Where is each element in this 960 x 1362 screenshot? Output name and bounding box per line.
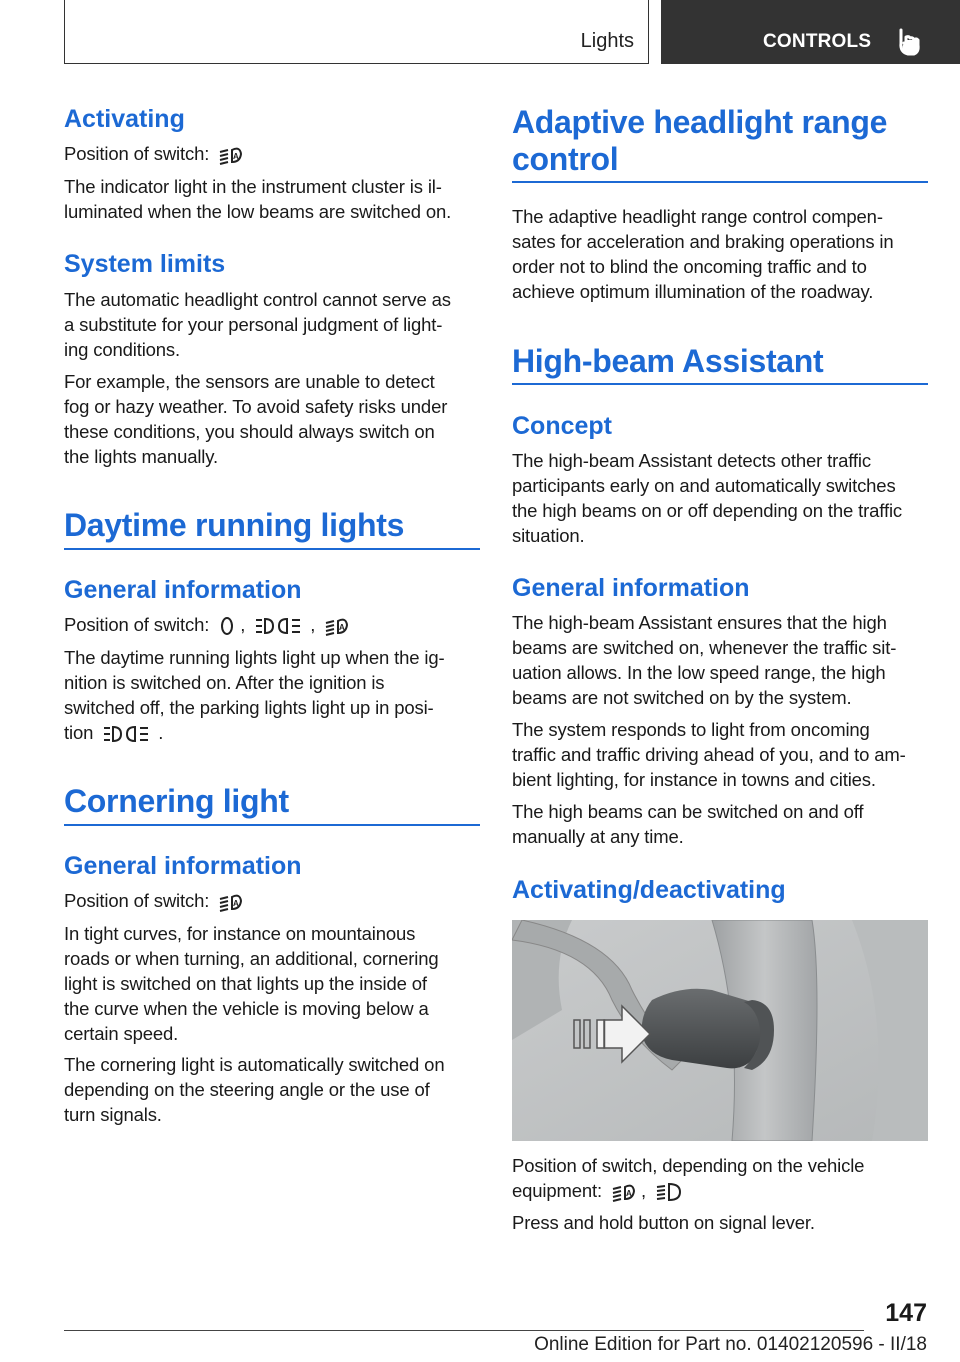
switch-label: Position of switch: [64, 890, 210, 911]
corner-p2-l3: turn signals. [64, 1104, 162, 1125]
cornering-light-heading: Cornering light [64, 783, 289, 819]
header-section-title: Lights [580, 30, 634, 52]
footer-rule [64, 1330, 864, 1331]
parking-lights-icon [254, 615, 306, 637]
corner-p1-l1: In tight curves, for instance on mountainous [64, 923, 416, 944]
ahrc-l1: The adaptive headlight range control compen- [512, 206, 883, 227]
svg-text:A: A [339, 623, 345, 633]
signal-lever-illustration [512, 920, 928, 1141]
concept-l4: situation. [512, 525, 585, 546]
low-beam-icon [655, 1181, 683, 1203]
ahrc-heading-l2: control [512, 141, 619, 177]
concept-heading: Concept [512, 412, 612, 440]
period: . [158, 722, 164, 743]
svg-text:A: A [626, 1189, 632, 1199]
corner-p1-l3: light is switched on that lights up the inside of [64, 973, 427, 994]
hba-general-info-heading: General information [512, 574, 750, 602]
drl-l1: The daytime running lights light up when the ig- [64, 647, 445, 668]
header-chapter-title: CONTROLS [763, 31, 872, 52]
svg-text:A: A [233, 152, 239, 162]
ahrc-l2: sates for acceleration and braking operations in [512, 231, 894, 252]
caption-l2: equipment: [512, 1180, 603, 1201]
header-section-box [64, 0, 649, 64]
drl-switch-line [64, 612, 354, 637]
comma: , [240, 614, 246, 635]
ahrc-l4: achieve optimum illumination of the roadway. [512, 281, 874, 302]
auto-headlight-icon [218, 144, 244, 166]
gi-p1-l1: The high-beam Assistant ensures that the high [512, 612, 887, 633]
footer-edition: Online Edition for Part no. 01402120596 - II/18 [534, 1334, 927, 1355]
gi-p1-l2: beams are switched on, whenever the traffic sit- [512, 637, 897, 658]
limits-p2-l2: fog or hazy weather. To avoid safety risks under [64, 396, 448, 417]
ahrc-heading-l1: Adaptive headlight range [512, 104, 888, 140]
ahrc-heading-rule [512, 181, 928, 183]
press-hold-text: Press and hold button on signal lever. [512, 1212, 815, 1233]
limits-p2-l3: these conditions, you should always switch on [64, 421, 435, 442]
drl-l4: tion [64, 722, 94, 743]
comma: , [310, 614, 316, 635]
activating-heading: Activating [64, 105, 185, 133]
corner-p1-l5: certain speed. [64, 1023, 179, 1044]
drl-l4-line [64, 720, 163, 745]
auto-headlight-icon [611, 1181, 637, 1203]
concept-l2: participants early on and automatically switches [512, 475, 896, 496]
corner-p1-l4: the curve when the vehicle is moving below a [64, 998, 429, 1019]
gi-p1-l3: uation allows. In the low speed range, the high [512, 662, 886, 683]
drl-l3: switched off, the parking lights light up in posi- [64, 697, 434, 718]
concept-l1: The high-beam Assistant detects other traffic [512, 450, 871, 471]
gi-p2-l3: bient lighting, for instance in towns and cities. [512, 769, 876, 790]
gi-p2-l1: The system responds to light from oncoming [512, 719, 870, 740]
parking-lights-icon [102, 723, 154, 745]
off-icon [218, 615, 236, 637]
drl-general-info-heading: General information [64, 576, 302, 604]
activating-switch-line [64, 141, 248, 166]
gi-p1-l4: beams are not switched on by the system. [512, 687, 852, 708]
page-number: 147 [885, 1299, 927, 1327]
comma: , [641, 1180, 647, 1201]
drl-l2: nition is switched on. After the ignition is [64, 672, 385, 693]
limits-p2-l4: the lights manually. [64, 446, 218, 467]
limits-p1-l3: ing conditions. [64, 339, 181, 360]
pointing-hand-icon [896, 28, 922, 56]
switch-label: Position of switch: [64, 143, 210, 164]
corner-p2-l2: depending on the steering angle or the use of [64, 1079, 430, 1100]
activating-text-2: luminated when the low beams are switched on. [64, 201, 452, 222]
cornering-switch-line [64, 888, 248, 913]
activating-text-1: The indicator light in the instrument cluster is il- [64, 176, 442, 197]
caption-l2-line [512, 1178, 687, 1203]
auto-headlight-icon [218, 891, 244, 913]
drl-heading: Daytime running lights [64, 507, 405, 543]
gi-p2-l2: traffic and traffic driving ahead of you, and to am- [512, 744, 906, 765]
hba-heading: High-beam Assistant [512, 343, 824, 379]
limits-p1-l1: The automatic headlight control cannot serve as [64, 289, 451, 310]
switch-label: Position of switch: [64, 614, 210, 635]
concept-l3: the high beams on or off depending on the traffic [512, 500, 903, 521]
system-limits-heading: System limits [64, 250, 226, 278]
limits-p2-l1: For example, the sensors are unable to detect [64, 371, 435, 392]
hba-heading-rule [512, 383, 928, 385]
gi-p3-l2: manually at any time. [512, 826, 684, 847]
corner-p2-l1: The cornering light is automatically switched on [64, 1054, 445, 1075]
cornering-heading-rule [64, 824, 480, 826]
drl-heading-rule [64, 548, 480, 550]
corner-p1-l2: roads or when turning, an additional, cornering [64, 948, 439, 969]
activating-deactivating-heading: Activating/deactivating [512, 876, 786, 904]
cornering-general-info-heading: General information [64, 852, 302, 880]
limits-p1-l2: a substitute for your personal judgment of light- [64, 314, 443, 335]
gi-p3-l1: The high beams can be switched on and off [512, 801, 864, 822]
svg-text:A: A [233, 899, 239, 909]
ahrc-l3: order not to blind the oncoming traffic and to [512, 256, 867, 277]
caption-l1: Position of switch, depending on the vehicle [512, 1155, 865, 1176]
auto-headlight-icon [324, 615, 350, 637]
